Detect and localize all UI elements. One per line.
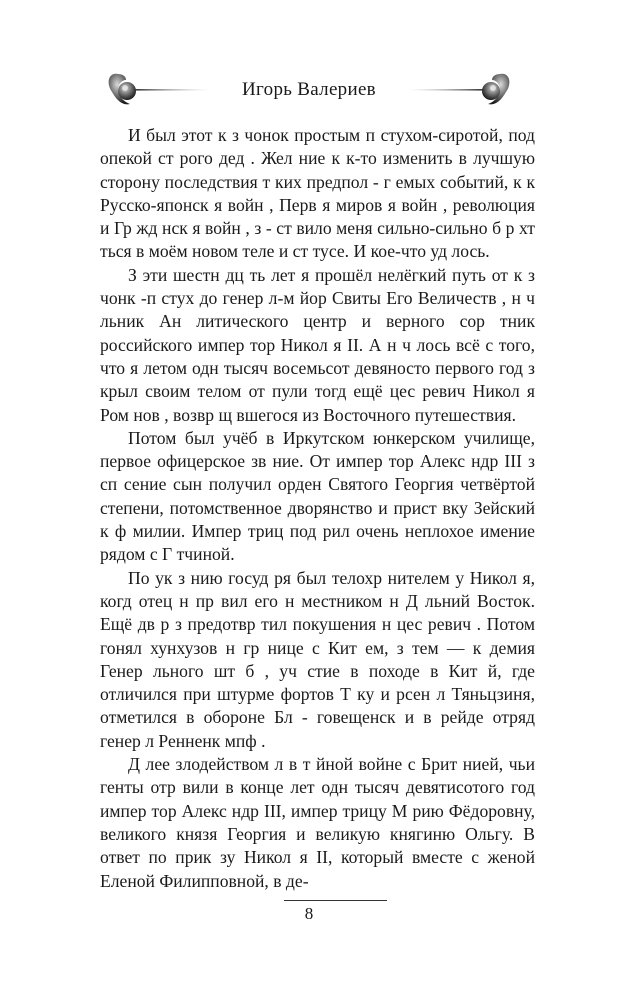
page-number: 8 [304, 904, 314, 923]
running-header [0, 66, 618, 114]
paragraph: По ук з нию госуд ря был телохр нителем у Никол я, когд отец н пр вил его н местником н Д льний Восток. Ещё дв р з предотвр тил покушения н цес ревич . Потом гонял хунхузов н гр нице с Кит ем, з тем — к демия Генер льного шт б , уч стие в походе в Кит й, где отличился при штурме фортов Т ку и рсен л Тяньцзиня, отметился в обороне Бл - говещенск и в рейде отряд генер л Ренненк мпф . [100, 567, 535, 751]
footer-divider [284, 900, 387, 901]
running-header-author: Игорь Валериев [242, 79, 376, 100]
paragraph: З эти шестн дц ть лет я прошёл нелёгкий путь от к з чонк -п стух до генер л-м йор Свиты Его Величеств , н ч льник Ан литического центр и верного сор тник российского импер тор Никол я II. А н ч лось всё с того, что я летом одн тысяч восемьсот девяносто первого год з крыл своим телом от пули тогд ещё цес ревич Никол я Ром нов , возвр щ вшегося из Восточного путешествия. [100, 264, 535, 425]
paragraph: И был этот к з чонок простым п стухом-сиротой, под опекой ст рого дед . Жел ние к к-то изменить в лучшую сторону последствия т ких предпол - г емых событий, к к Русско-японск я войн , Перв я миров я войн , революция и Гр жд нск я войн , з - ст вило меня сильно-сильно б р хт ться в моём новом теле и ст тусе. И кое-что уд лось. [100, 125, 535, 262]
paragraph: Потом был учёб в Иркутском юнкерском училище, первое офицерское зв ние. От импер тор Алекс ндр III з сп сение сын получил орден Святого Георгия четвёртой степени, потомственное дворянство и прист вку Зейский к ф милии. Импер триц под рил очень неплохое имение рядом с Г тчиной. [100, 427, 535, 565]
paragraph: Д лее злодейством л в т йной войне с Брит нией, чьи генты отр вили в конце лет одн тысяч девятисотого год импер тор Алекс ндр III, импер трицу М рию Фёдоровну, великого князя Георгия и великую княгиню Ольгу. В ответ по прик зу Никол я II, который вместе с женой Еленой Филипповной, в де- [100, 754, 535, 891]
ornament-right-icon [405, 66, 520, 114]
page-body [100, 124, 535, 893]
